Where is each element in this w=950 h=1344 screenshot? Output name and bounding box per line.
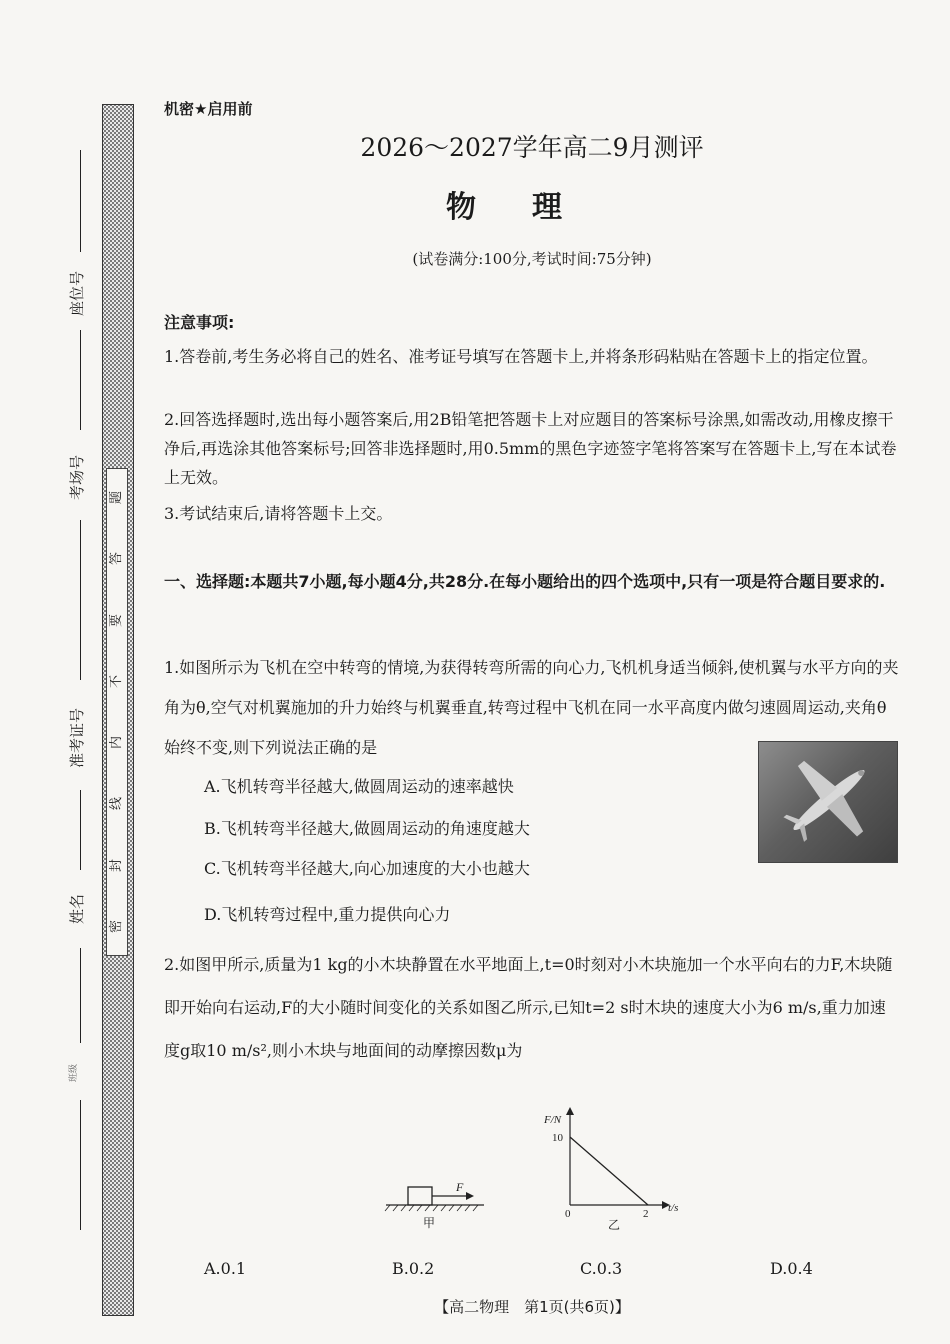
subject-title: 物理: [446, 190, 618, 225]
q1-option-d: D.飞机转弯过程中,重力提供向心力: [204, 905, 451, 924]
id-label: 准考证号: [68, 707, 86, 768]
seal-notice: [106, 468, 128, 956]
seal-char: 要: [109, 613, 125, 627]
force-time-graph: [540, 1105, 690, 1235]
seal-char: 不: [109, 674, 125, 688]
seal-char: 线: [109, 797, 125, 811]
q2-option-c: C.0.3: [580, 1259, 623, 1278]
q2-option-d: D.0.4: [770, 1259, 813, 1278]
name-label: 姓名: [68, 893, 86, 924]
q1-option-b: B.飞机转弯半径越大,做圆周运动的角速度越大: [204, 819, 530, 838]
q2-option-a: A.0.1: [204, 1259, 247, 1278]
airplane-icon: [759, 742, 897, 862]
note-item-1: 1.答卷前,考生务必将自己的姓名、准考证号填写在答题卡上,并将条形码粘贴在答题卡上的指定位置。: [164, 347, 878, 366]
exam-info: (试卷满分:100分,考试时间:75分钟): [412, 250, 652, 268]
q1-option-a: A.飞机转弯半径越大,做圆周运动的速率越快: [204, 777, 514, 796]
x-axis-label: t/s: [668, 1202, 679, 1214]
exam-title: 2026～2027学年高二9月测评: [360, 133, 704, 162]
origin-label: 0: [565, 1208, 571, 1220]
id-field-line: [80, 520, 81, 680]
seal-char: 封: [109, 858, 125, 872]
page-footer: 【高二物理 第1页(共6页)】: [434, 1298, 630, 1316]
name-field-line: [80, 790, 81, 870]
class-label: 班级: [69, 1063, 79, 1082]
note-item-3: 3.考试结束后,请将答题卡上交。: [164, 504, 393, 523]
airplane-photo: [758, 741, 898, 863]
force-label: F: [456, 1180, 464, 1194]
class-field-line: [80, 948, 81, 1043]
q2-option-b: B.0.2: [392, 1259, 435, 1278]
x-tick-label: 2: [643, 1208, 649, 1220]
seal-char: 密: [109, 919, 125, 933]
seat-label: 座位号: [68, 270, 86, 316]
seal-char: 内: [109, 736, 125, 750]
room-label: 考场号: [68, 454, 86, 500]
figure-block-on-ground: [380, 1175, 490, 1235]
section-heading: 一、选择题:本题共7小题,每小题4分,共28分.在每小题给出的四个选项中,只有一项是符合题目要求的.: [164, 572, 886, 591]
seal-char: 答: [109, 552, 125, 566]
confidential-mark: 机密★启用前: [164, 100, 253, 118]
note-item-2: 2.回答选择题时,选出每小题答案后,用2B铅笔把答题卡上对应题目的答案标号涂黑,如需改动,用橡皮擦干净后,再选涂其他答案标号;回答非选择题时,用0.5mm的黑色字迹签字笔将答案写在答题卡上,写在本试卷上无效。: [164, 410, 897, 487]
q2-stem: 2.如图甲所示,质量为1 kg的小木块静置在水平地面上,t=0时刻对小木块施加一个水平向右的力F,木块随即开始向右运动,F的大小随时间变化的关系如图乙所示,已知t=2 s时木块的速度大小为6 m/s,重力加速度g取10 m/s²,则小木块与地面间的动摩擦因数μ为: [164, 955, 893, 1060]
seal-char: 题: [109, 490, 125, 505]
figure-a-label: 甲: [422, 1216, 436, 1230]
y-axis-label: F/N: [544, 1114, 562, 1126]
room-field-line: [80, 330, 81, 430]
q1-stem: 1.如图所示为飞机在空中转弯的情境,为获得转弯所需的向心力,飞机机身适当倾斜,使机翼与水平方向的夹角为θ,空气对机翼施加的升力始终与机翼垂直,转弯过程中飞机在同一水平高度内做匀速圆周运动,夹角θ始终不变,则下列说法正确的是: [164, 658, 899, 757]
force-line: [570, 1137, 648, 1205]
notes-heading: 注意事项:: [164, 313, 235, 332]
y-tick-label: 10: [552, 1132, 563, 1144]
class-field-line-2: [80, 1100, 81, 1230]
figure-b-label: 乙: [607, 1218, 621, 1232]
q1-option-c: C.飞机转弯半径越大,向心加速度的大小也越大: [204, 859, 530, 878]
